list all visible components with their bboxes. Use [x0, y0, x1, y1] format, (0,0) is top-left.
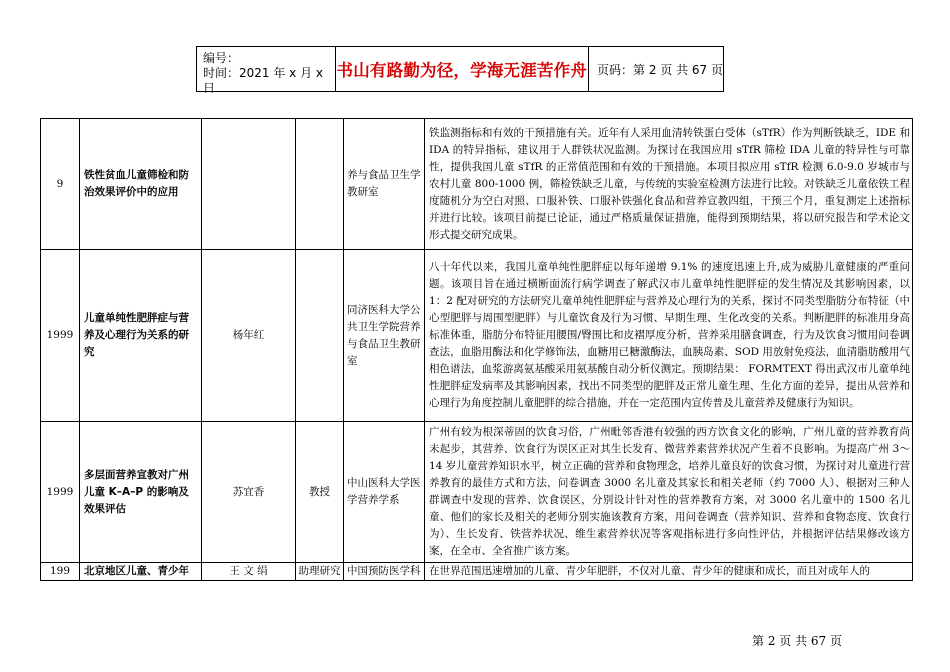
header-meta — [197, 47, 336, 95]
row-unit: 养与食品卫生学教研室 — [344, 119, 425, 250]
row-unit: 同济医科大学公共卫生学院营养与食品卫生教研室 — [344, 250, 425, 422]
row-description: 铁监测指标和有效的干预措施有关。近年有人采用血清转铁蛋白受体（sTfR）作为判断铁缺乏，IDE 和 IDA 的特异指标，建议用于人群铁状况监测。为探讨在我国应用 sTfR 筛检 IDA 儿童的特异性与可靠性，提供我国儿童 sTfR 的正常值范围和有效的干预措施。本项目拟应用 sTfR 检测 6.0-9.0 岁城市与农村儿童 800-1000 例，筛检铁缺乏儿童，与传统的实验室检测方法进行比较。对铁缺乏儿童依铁工程度随机分为空白对照、口服补铁、口服补铁强化食品和营养宣教四组，干预三个月，重复测定上述指标并进行比较。该项目前提已论证，通过严格质量保证措施，能得到预期结果，将以研究报告和学术论文形式提交研究成果。 — [425, 119, 913, 250]
row-title: 铁性贫血儿童筛检和防治效果评价中的应用 — [80, 119, 202, 250]
project-table — [40, 118, 913, 581]
row-rank — [296, 250, 344, 422]
row-year: 9 — [41, 119, 80, 250]
row-year: 1999 — [41, 422, 80, 563]
row-year: 199 — [41, 563, 80, 581]
row-description: 在世界范围迅速增加的儿童、青少年肥胖，不仅对儿童、青少年的健康和成长，而且对成年人的 — [425, 563, 913, 581]
document-number-label: 编号： — [203, 51, 240, 65]
document-date: 时间：2021 年 x 月 x 日 — [203, 66, 324, 95]
row-description: 广州有较为根深蒂固的饮食习俗，广州毗邻香港有较强的西方饮食文化的影响，广州儿童的营养教育尚未起步，其营养、饮食行为误区正对其生长发育、微营养素营养状况产生着不良影响。为提高广州 3～14 岁儿童营养知识水平，树立正确的营养和食物理念，培养儿童良好的饮食习惯，为探讨对儿童进行营养教育的最佳方式和方法，问卷调查 3000 名儿童及其家长和相关老师（约 7000 人）、根据对三种人群调查中发现的营养、饮食误区，分别设计针对性的营养教育方案，对 3000 名儿童中的 1500 名儿童、他们的家长及相关的老师分别实施该教育方案，用问卷调查（营养知识、营养和食物态度、饮食行为）、生长发育、铁营养状况、维生素营养状况等客观指标进行多向性评估，并根据评估结果修改该方案，在全市、全省推广该方案。 — [425, 422, 913, 563]
table-row — [41, 250, 913, 422]
header-page-number: 页码：第 2 页 共 67 页 — [597, 62, 723, 77]
row-rank: 教授 — [296, 422, 344, 563]
row-person — [202, 119, 296, 250]
table-row — [41, 422, 913, 563]
row-title: 多层面营养宣教对广州儿童 K–A–P 的影响及效果评估 — [80, 422, 202, 563]
row-description: 八十年代以来，我国儿童单纯性肥胖症以每年递增 9.1% 的速度迅速上升,成为威胁儿童健康的严重问题。该项目旨在通过横断面流行病学调查了解武汉市儿童单纯性肥胖症的发生情况及其影响因素，以 1：2 配对研究的方法研究儿童单纯性肥胖症与营养及心理行为的关系，探讨不同类型脂肪分布特征（中心型肥胖与周围型肥胖）与儿童饮食及行为习惯、早期生理、生化改变的关系。判断肥胖的标准用身高标准体重，脂肪分布特征用腰围/臀围比和皮褶厚度分析，营养采用膳食调查，行为及饮食习惯用问卷调查法，血脂用酶法和化学修饰法，血糖用已糖激酶法，血胰岛素、SOD 用放射免疫法，血清脂肪酸用气相色谱法，血浆游离氨基酸采用氨基酸自动分析仪测定。预期结果： FORMTEXT 得出武汉市儿童单纯性肥胖症发病率及其影响因素，找出不同类型的肥胖及正常儿童生理、生化方面的差异，提出从营养和心理行为角度控制儿童肥胖的综合措施，并在一定范围内宣传普及儿童营养及健康行为知识。 — [425, 250, 913, 422]
row-title: 北京地区儿童、青少年 — [80, 563, 202, 581]
page-header — [196, 46, 724, 95]
row-year: 1999 — [41, 250, 80, 422]
row-title: 儿童单纯性肥胖症与营养及心理行为关系的研究 — [80, 250, 202, 422]
row-person: 苏宜香 — [202, 422, 296, 563]
page-footer: 第 2 页 共 67 页 — [752, 634, 842, 648]
row-person: 王 文 绢 — [202, 563, 296, 581]
header-motto: 书山有路勤为径，学海无涯苦作舟 — [336, 47, 589, 91]
row-rank: 助理研究 — [296, 563, 344, 581]
row-rank — [296, 119, 344, 250]
row-unit: 中国预防医学科 — [344, 563, 425, 581]
row-person: 杨年红 — [202, 250, 296, 422]
table-row — [41, 119, 913, 250]
table-row — [41, 563, 913, 581]
row-unit: 中山医科大学医学营养学系 — [344, 422, 425, 563]
